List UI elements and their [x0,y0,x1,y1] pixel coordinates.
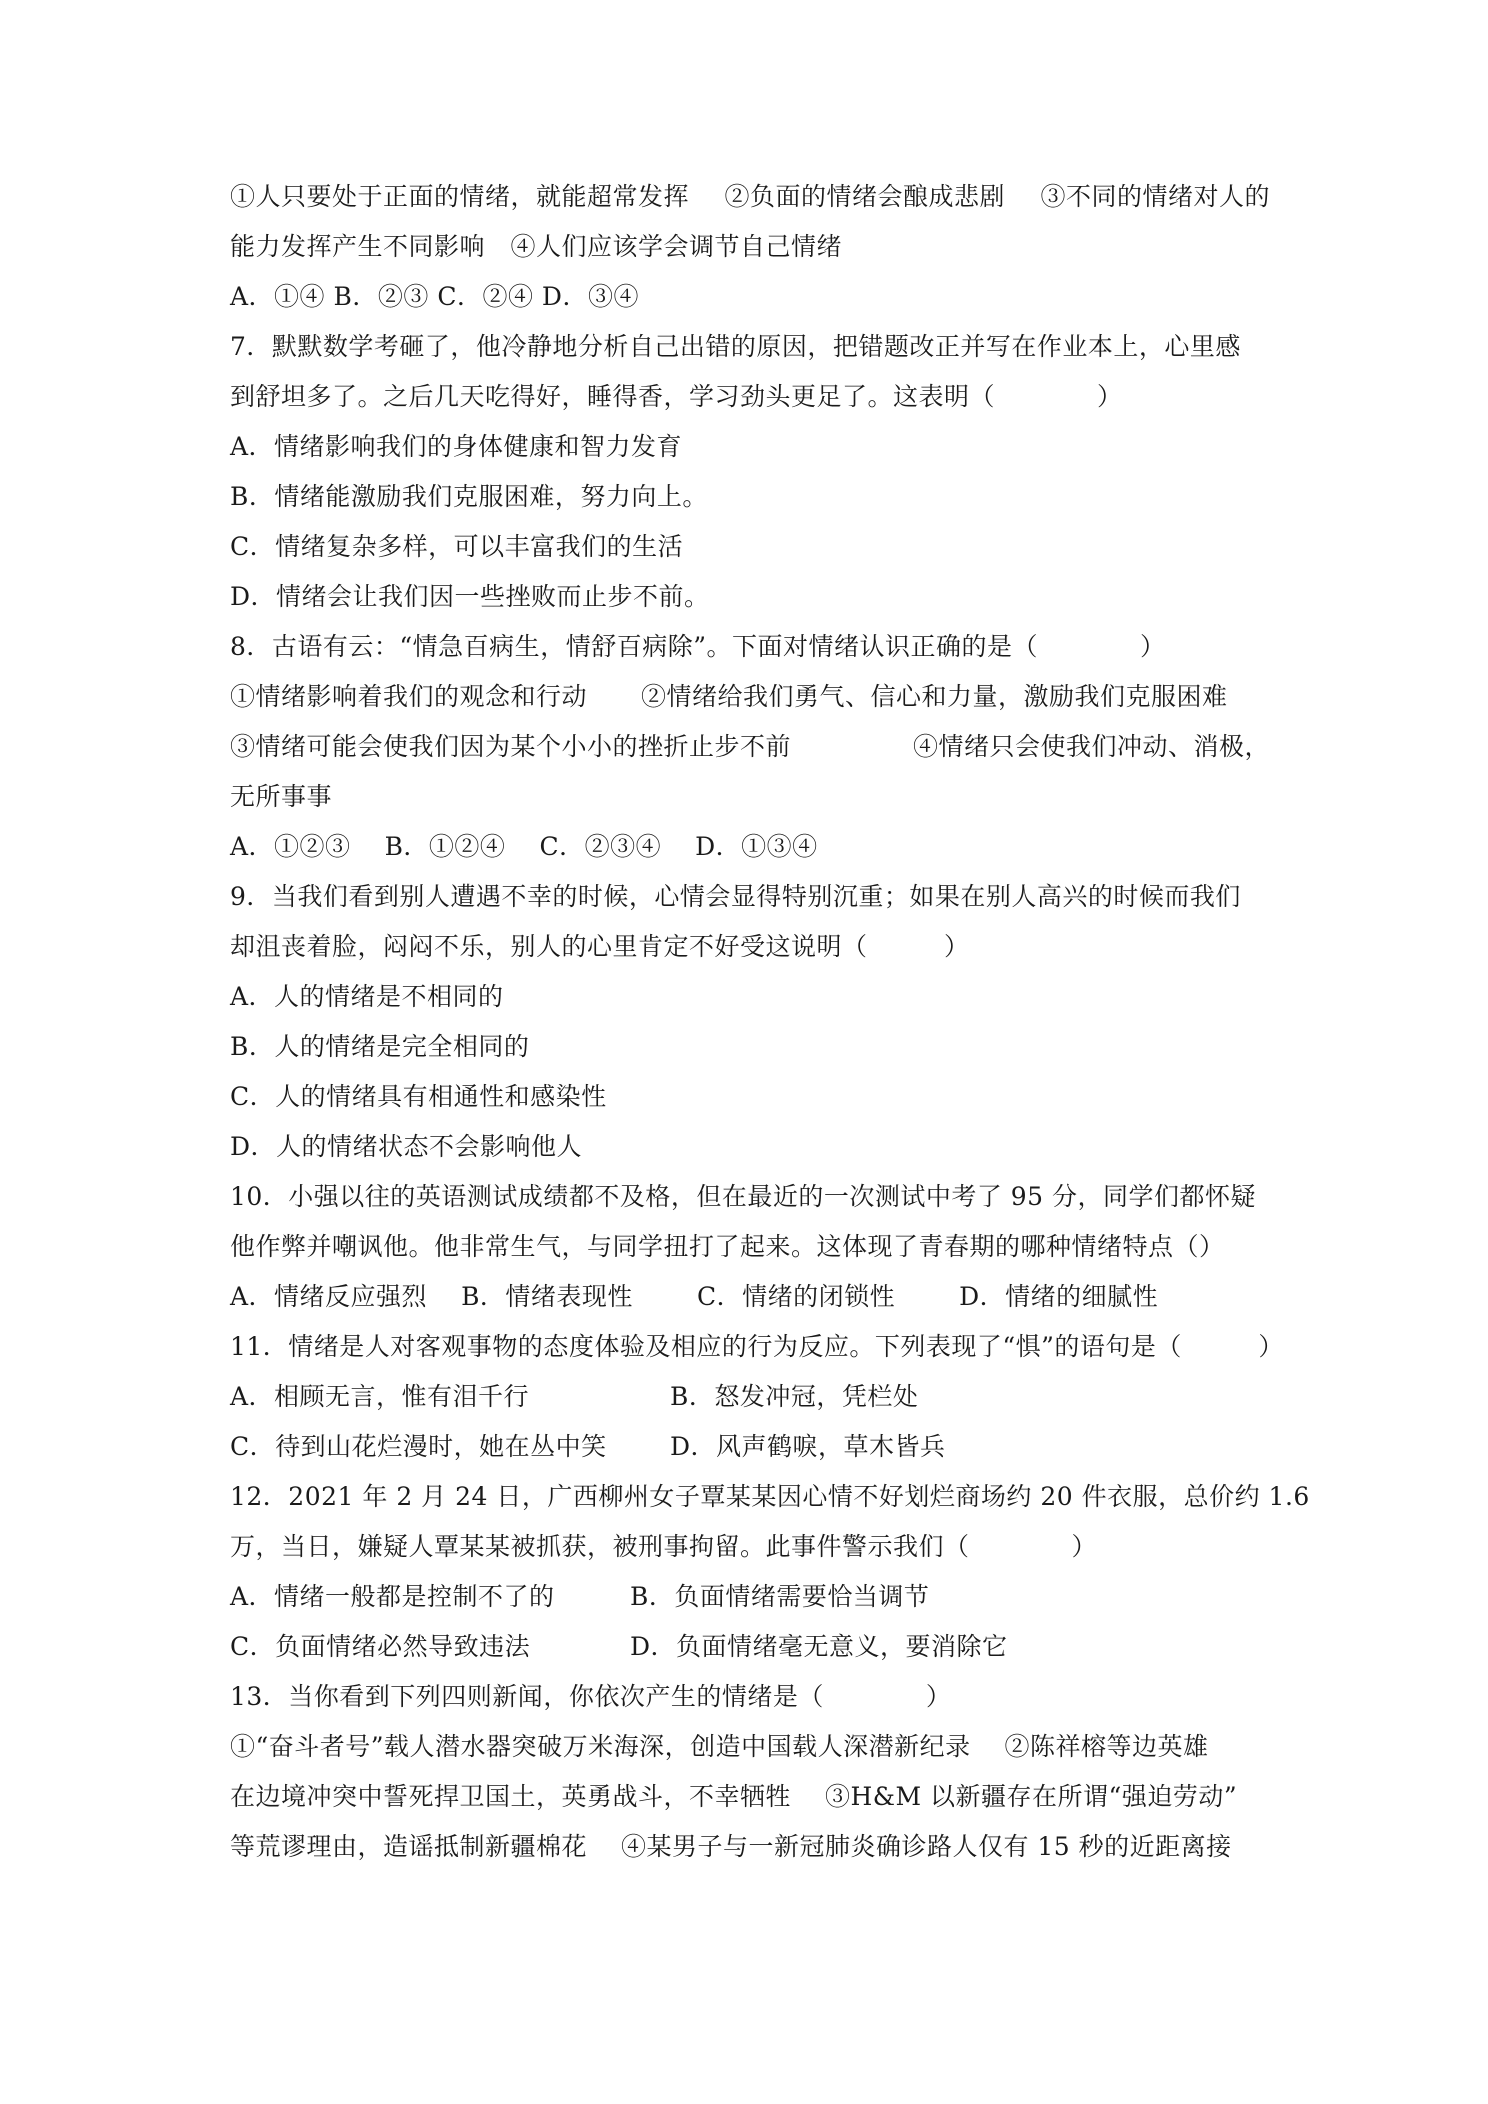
q10-options [230,1272,1270,1322]
q9-option-a: A．人的情绪是不相同的 [230,982,504,1011]
q13-news-line-1: ①“奋斗者号”载人潜水器突破万米海深，创造中国载人深潜新纪录 ②陈祥榕等边英雄 [230,1732,1209,1761]
q13-stem: 13．当你看到下列四则新闻，你依次产生的情绪是（ ） [230,1682,952,1711]
q10-option-c: C．情绪的闭锁性 [696,1282,896,1311]
q6-item-1: ①人只要处于正面的情绪，就能超常发挥 [230,182,690,211]
q7-stem-line-1: 7．默默数学考砸了，他冷静地分析自己出错的原因，把错题改正并写在作业本上，心里感 [230,332,1241,361]
q8-item-2: ②情绪给我们勇气、信心和力量，激励我们克服困难 [641,682,1228,711]
q7-stem-line-2: 到舒坦多了。之后几天吃得好，睡得香，学习劲头更足了。这表明（ ） [230,382,1123,411]
q6-options: A．①④ B．②③ C．②④ D．③④ [230,282,639,311]
q9-option-d: D．人的情绪状态不会影响他人 [230,1132,583,1161]
q13-news-line-2: 在边境冲突中誓死捍卫国土，英勇战斗，不幸牺牲 ③H&M 以新疆存在所谓“强迫劳动” [230,1782,1238,1811]
q8-option-c: C．②③④ [539,832,662,861]
q8-option-b: B．①②④ [384,832,506,861]
q7-option-c: C．情绪复杂多样，可以丰富我们的生活 [230,532,684,561]
q12-option-b: B．负面情绪需要恰当调节 [630,1582,930,1611]
q10-stem-line-1: 10．小强以往的英语测试成绩都不及格，但在最近的一次测试中考了 95 分，同学们都怀疑 [230,1182,1257,1211]
q7-option-a: A．情绪影响我们的身体健康和智力发育 [230,432,683,461]
q11-option-d: D．风声鹤唳，草木皆兵 [670,1432,946,1461]
q12-stem-line-2: 万，当日，嫌疑人覃某某被抓获，被刑事拘留。此事件警示我们（ ） [230,1532,1098,1561]
q13-news-line-3: 等荒谬理由，造谣抵制新疆棉花 ④某男子与一新冠肺炎确诊路人仅有 15 秒的近距离接 [230,1832,1232,1861]
q6-item-3: ③不同的情绪对人的 [1040,182,1270,211]
q12-options-row-1 [230,1572,1270,1622]
q12-options-row-2 [230,1622,1270,1672]
q9-option-c: C．人的情绪具有相通性和感染性 [230,1082,607,1111]
q11-option-b: B．怒发冲冠，凭栏处 [670,1382,919,1411]
q8-item-1: ①情绪影响着我们的观念和行动 [230,682,588,711]
q11-options-row-1 [230,1372,1270,1422]
q10-option-a: A．情绪反应强烈 [230,1282,428,1311]
q9-stem-line-1: 9．当我们看到别人遭遇不幸的时候，心情会显得特别沉重；如果在别人高兴的时候而我们 [230,882,1241,911]
q8-stem: 8．古语有云：“情急百病生，情舒百病除”。下面对情绪认识正确的是（ ） [230,632,1166,661]
q10-stem-line-2: 他作弊并嘲讽他。他非常生气，与同学扭打了起来。这体现了青春期的哪种情绪特点（） [230,1232,1225,1261]
q11-option-a: A．相顾无言，惟有泪千行 [230,1382,530,1411]
q9-stem-line-2: 却沮丧着脸，闷闷不乐，别人的心里肯定不好受这说明（ ） [230,932,970,961]
q11-options-row-2 [230,1422,1270,1472]
q8-option-a: A．①②③ [230,832,351,861]
q10-option-b: B．情绪表现性 [461,1282,633,1311]
q7-option-b: B．情绪能激励我们克服困难，努力向上。 [230,482,708,511]
q12-option-d: D．负面情绪毫无意义，要消除它 [630,1632,1008,1661]
q9-option-b: B．人的情绪是完全相同的 [230,1032,530,1061]
q12-option-a: A．情绪一般都是控制不了的 [230,1582,555,1611]
q7-option-d: D．情绪会让我们因一些挫败而止步不前。 [230,582,710,611]
q6-items-line-2: 能力发挥产生不同影响 ④人们应该学会调节自己情绪 [230,232,843,261]
q6-items-line-1 [230,172,1270,222]
q6-item-2: ②负面的情绪会酿成悲剧 [724,182,1005,211]
q11-option-c: C．待到山花烂漫时，她在丛中笑 [230,1432,607,1461]
q12-option-c: C．负面情绪必然导致违法 [230,1632,531,1661]
q8-options [230,822,1270,872]
q8-item-4: ④情绪只会使我们冲动、消极， [912,732,1270,761]
q10-option-d: D．情绪的细腻性 [959,1282,1159,1311]
q8-option-d: D．①③④ [695,832,818,861]
q8-items-line-1 [230,672,1270,722]
q8-item-3: ③情绪可能会使我们因为某个小小的挫折止步不前 [230,732,792,761]
q8-item-4-continued: 无所事事 [230,782,333,811]
q11-stem: 11．情绪是人对客观事物的态度体验及相应的行为反应。下列表现了“惧”的语句是（ ） [230,1332,1284,1361]
exam-page [230,172,1310,1872]
q8-items-line-2 [230,722,1270,772]
q12-stem-line-1: 12．2021 年 2 月 24 日，广西柳州女子覃某某因心情不好划烂商场约 20 件衣服，总价约 1.6 [230,1482,1310,1511]
